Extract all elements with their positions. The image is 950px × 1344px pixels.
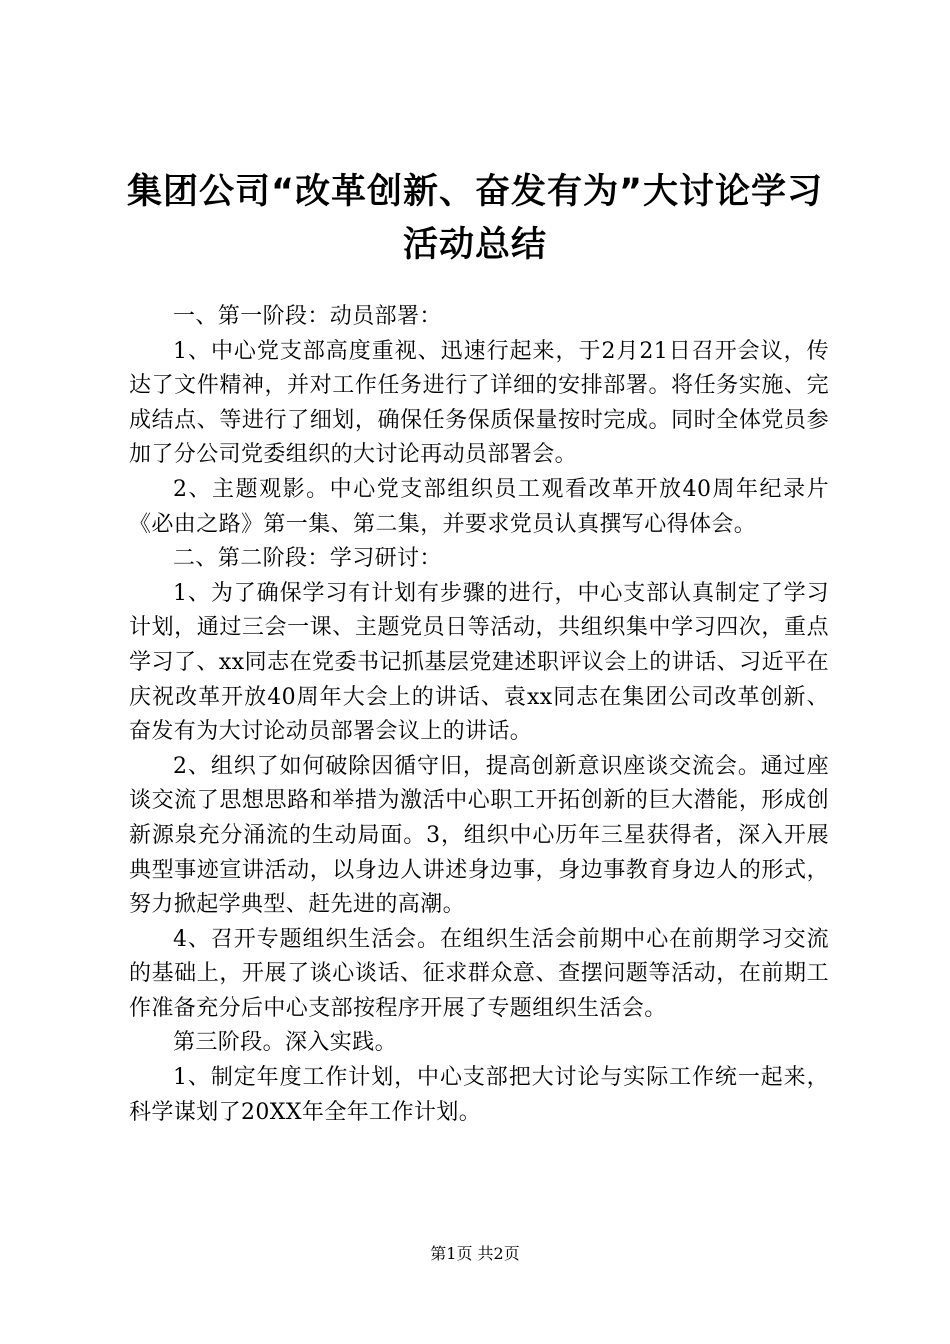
paragraph-stage3-heading: 第三阶段。深入实践。 <box>173 1030 398 1056</box>
document-title-line-1: 集团公司“改革创新、奋发有为”大讨论学习 <box>126 172 823 212</box>
paragraph: 1、制定年度工作计划，中心支部把大讨论与实际工作统一起来，科学谋划了20XX年全年工作计划。 <box>129 1065 829 1125</box>
page-number-footer: 第1页 共2页 <box>430 1244 520 1263</box>
paragraph: 4、召开专题组织生活会。在组织生活会前期中心在前期学习交流的基础上，开展了谈心谈话、征求群众意、查摆问题等活动，在前期工作准备充分后中心支部按程序开展了专题组织生活会。 <box>129 926 829 1021</box>
paragraph: 1、为了确保学习有计划有步骤的进行，中心支部认真制定了学习计划，通过三会一课、主题党员日等活动，共组织集中学习四次，重点学习了、xx同志在党委书记抓基层党建述职评议会上的讲话、习近平在庆祝改革开放40周年大会上的讲话、袁xx同志在集团公司改革创新、奋发有为大讨论动员部署会议上的讲话。 <box>129 580 829 745</box>
document-title-line-2: 活动总结 <box>402 225 547 265</box>
paragraph: 2、组织了如何破除因循守旧，提高创新意识座谈交流会。通过座谈交流了思想思路和举措为激活中心职工开拓创新的巨大潜能，形成创新源泉充分涌流的生动局面。3，组织中心历年三星获得者，深入开展典型事迹宣讲活动，以身边人讲述身边事，身边事教育身边人的形式，努力掀起学典型、赶先进的高潮。 <box>129 753 829 918</box>
paragraph-stage1-heading: 一、第一阶段：动员部署： <box>173 304 442 329</box>
paragraph: 1、中心党支部高度重视、迅速行起来，于2月21日召开会议，传达了文件精神，并对工作任务进行了详细的安排部署。将任务实施、完成结点、等进行了细划，确保任务保质保量按时完成。同时全体党员参加了分公司党委组织的大讨论再动员部署会。 <box>129 338 829 468</box>
document-body <box>129 300 829 1130</box>
paragraph: 2、主题观影。中心党支部组织员工观看改革开放40周年纪录片《必由之路》第一集、第二集，并要求党员认真撰写心得体会。 <box>129 476 829 537</box>
paragraph-stage2-heading: 二、第二阶段：学习研讨： <box>173 546 442 572</box>
